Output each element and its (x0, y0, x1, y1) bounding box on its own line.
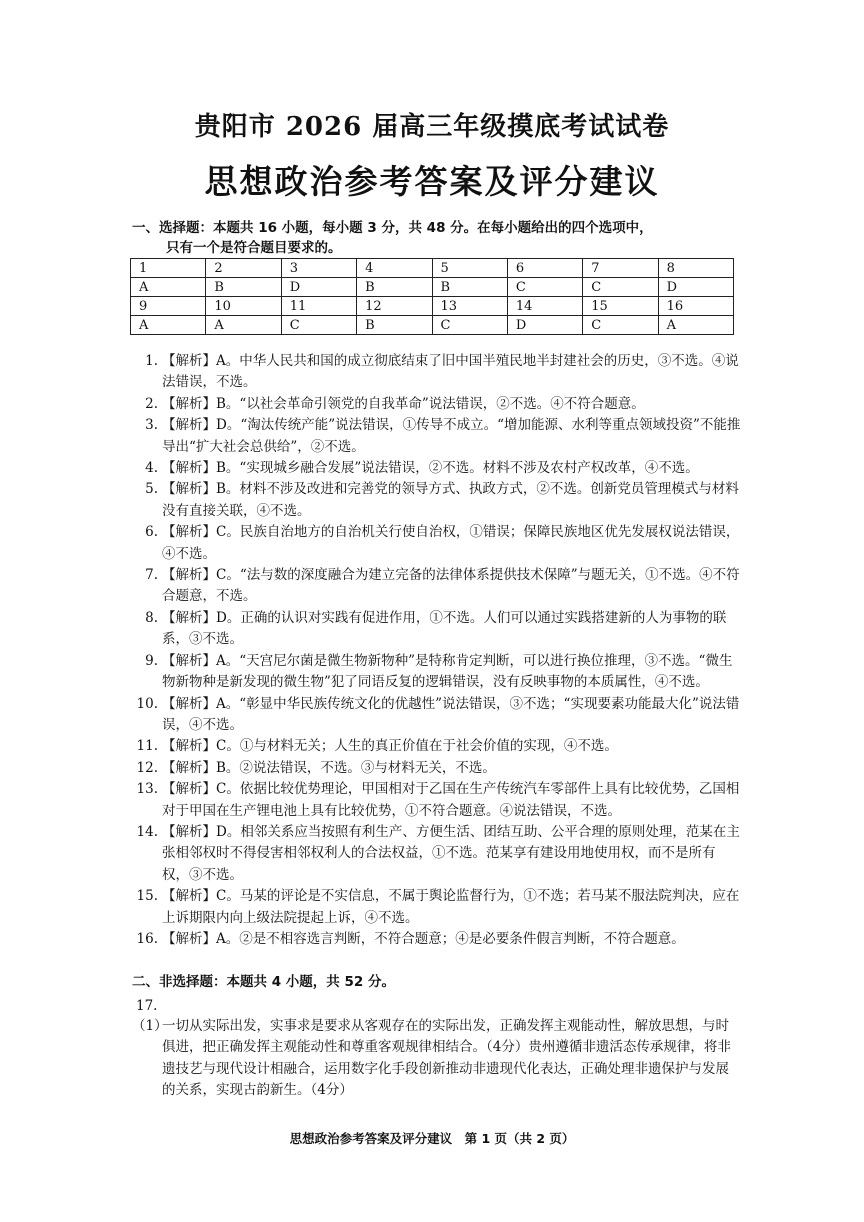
question-number-row (131, 259, 734, 278)
table-cell: B (357, 278, 432, 297)
analysis-text: 【解析】C。①与材料无关；人生的真正价值在于社会价值的实现，④不选。 (162, 738, 618, 755)
answer-row (131, 316, 734, 335)
analysis-text: 【解析】D。相邻关系应当按照有利生产、方便生活、团结互助、公平合理的原则处理，范某在主张相邻权时不得侵害相邻权利人的合法权益，①不选。范某享有建设用地使用权，而不是所有权，③不选。 (162, 823, 740, 883)
analysis-number: 3. (145, 417, 158, 434)
analysis-number: 2. (145, 395, 158, 412)
analysis-item (132, 694, 742, 737)
table-cell: 14 (507, 297, 582, 316)
table-cell: 3 (281, 259, 356, 278)
table-cell: D (658, 278, 733, 297)
analysis-text: 【解析】D。“淘汰传统产能”说法错误，①传导不成立。“增加能源、水利等重点领域投资”不能推导出“扩大社会总供给”，②不选。 (162, 417, 741, 455)
table-cell: A (131, 278, 206, 297)
table-cell: D (281, 278, 356, 297)
analysis-number: 12. (136, 759, 158, 776)
analysis-number: 15. (136, 888, 158, 905)
question-17-number: 17. (136, 998, 158, 1014)
table-cell: 13 (432, 297, 507, 316)
document-title: 思想政治参考答案及评分建议 (204, 162, 660, 201)
analysis-item (132, 736, 742, 757)
analysis-text: 【解析】C。“法与数的深度融合为建立完备的法律体系提供技术保障”与题无关，①不选。④不符合题意，不选。 (162, 567, 740, 605)
analysis-number: 7. (145, 567, 158, 584)
section1-heading-line2: 只有一个是符合题目要求的。 (166, 240, 342, 256)
analysis-item (132, 651, 742, 694)
table-cell: B (357, 316, 432, 335)
table-cell: D (507, 316, 582, 335)
analysis-number: 16. (136, 930, 158, 947)
table-cell: 5 (432, 259, 507, 278)
table-cell: 12 (357, 297, 432, 316)
analysis-item (132, 522, 742, 565)
analysis-text: 【解析】B。“实现城乡融合发展”说法错误，②不选。材料不涉及农村产权改革，④不选。 (162, 460, 699, 477)
table-cell: 1 (131, 259, 206, 278)
table-cell: B (206, 278, 281, 297)
analysis-text: 【解析】C。民族自治地方的自治机关行使自治权，①错误；保障民族地区优先发展权说法错误，④不选。 (162, 524, 740, 562)
analysis-number: 4. (145, 460, 158, 477)
analysis-number: 14. (136, 823, 158, 840)
section1-heading-line1: 一、选择题：本题共 16 小题，每小题 3 分，共 48 分。在每小题给出的四个选项中， (132, 220, 653, 236)
analysis-text: 【解析】A。“天宫尼尔菌是微生物新物种”是特称肯定判断，可以进行换位推理，③不选。“微生物新物种是新发现的微生物”犯了同语反复的逻辑错误，没有反映事物的本质属性，④不选。 (162, 652, 733, 691)
table-cell: A (131, 316, 206, 335)
analysis-item (132, 479, 742, 522)
analysis-item (132, 415, 742, 458)
analysis-number: 1. (145, 353, 158, 369)
analysis-item (132, 565, 742, 608)
analysis-item (132, 758, 742, 779)
table-cell: 10 (206, 297, 281, 316)
table-cell: C (507, 278, 582, 297)
table-cell: 4 (357, 259, 432, 278)
analysis-item (132, 608, 742, 651)
table-cell: 11 (281, 297, 356, 316)
table-cell: 7 (583, 259, 658, 278)
table-cell: 15 (583, 297, 658, 316)
analysis-text: 【解析】B。“以社会革命引领党的自我革命”说法错误，②不选。④不符合题意。 (162, 395, 645, 412)
table-cell: C (281, 316, 356, 335)
table-cell: 6 (507, 259, 582, 278)
analysis-number: 13. (136, 781, 158, 798)
analysis-text: 【解析】B。②说法错误，不选。③与材料无关，不选。 (162, 759, 496, 776)
analysis-text: 【解析】C。依据比较优势理论，甲国相对于乙国在生产传统汽车零部件上具有比较优势，乙国相对于甲国在生产锂电池上具有比较优势，①不符合题意。④说法错误，不选。 (162, 781, 740, 819)
analysis-text: 【解析】D。正确的认识对实践有促进作用，①不选。人们可以通过实践搭建新的人为事物的联系，③不选。 (162, 609, 727, 648)
analysis-number: 6. (145, 524, 158, 541)
table-cell: 2 (206, 259, 281, 278)
analysis-item (132, 822, 742, 886)
table-cell: C (432, 316, 507, 335)
part-answer-text: 一切从实际出发，实事求是要求从客观存在的实际出发，正确发挥主观能动性，解放思想，与时俱进，把正确发挥主观能动性和尊重客观规律相结合。（4分）贵州遵循非遗活态传承规律，将非遗技艺与现代设计相融合，运用数字化手段创新推动非遗现代化表达，正确处理非遗保护与发展的关系，实现古韵新生。（4分） (162, 1018, 731, 1099)
analysis-number: 5. (145, 481, 158, 498)
analysis-item (132, 458, 742, 479)
analysis-text: 【解析】A。“彰显中华民族传统文化的优越性”说法错误，③不选；“实现要素功能最大化”说法错误，④不选。 (162, 695, 740, 733)
analysis-list (132, 351, 742, 950)
analysis-number: 8. (145, 609, 158, 626)
analysis-item (132, 351, 742, 394)
table-cell: 9 (131, 297, 206, 316)
answer-table (130, 258, 734, 335)
part-label: （1） (132, 1018, 168, 1034)
analysis-item (132, 929, 742, 950)
analysis-item (132, 394, 742, 415)
analysis-text: 【解析】B。材料不涉及改进和完善党的领导方式、执政方式，②不选。创新党员管理模式与材料没有直接关联，④不选。 (162, 481, 739, 519)
answer-row (131, 278, 734, 297)
question-number-row (131, 297, 734, 316)
table-cell: 8 (658, 259, 733, 278)
table-cell: C (583, 278, 658, 297)
analysis-text: 【解析】A。中华人民共和国的成立彻底结束了旧中国半殖民地半封建社会的历史，③不选。④说法错误，不选。 (162, 353, 739, 391)
section2-heading: 二、非选择题：本题共 4 小题，共 52 分。 (132, 974, 395, 990)
analysis-number: 10. (136, 695, 158, 712)
analysis-number: 11. (136, 738, 158, 755)
table-cell: C (583, 316, 658, 335)
page-footer: 思想政治参考答案及评分建议 第 1 页（共 2 页） (289, 1131, 575, 1146)
table-cell: A (206, 316, 281, 335)
analysis-text: 【解析】A。②是不相容选言判断，不符合题意；④是必要条件假言判断，不符合题意。 (162, 930, 685, 947)
section1-heading (132, 218, 732, 258)
analysis-number: 9. (145, 652, 158, 669)
question-17-part1 (132, 1016, 740, 1102)
table-cell: B (432, 278, 507, 297)
analysis-item (132, 886, 742, 929)
table-cell: A (658, 316, 733, 335)
table-cell: 16 (658, 297, 733, 316)
analysis-text: 【解析】C。马某的评论是不实信息，不属于舆论监督行为，①不选；若马某不服法院判决，应在上诉期限内向上级法院提起上诉，④不选。 (162, 888, 740, 926)
exam-title: 贵阳市 2026 届高三年级摸底考试试卷 (194, 112, 670, 142)
analysis-item (132, 779, 742, 822)
